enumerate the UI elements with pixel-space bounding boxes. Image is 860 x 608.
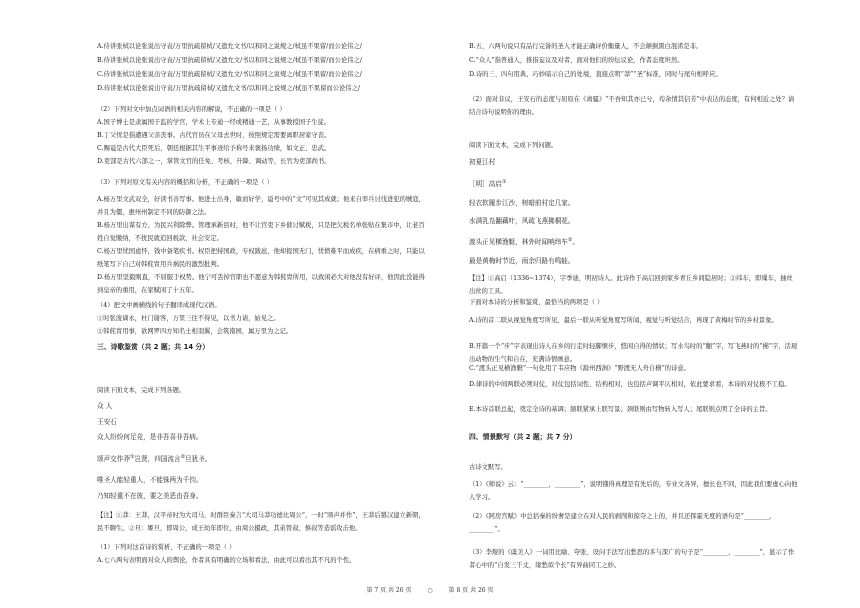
dictation-item: （3）李煜的《虞美人》一词用比喻、夸张、设问手法写出愁思的多与深广的句子是“________，________”，显示了作者心中的“自发三千丈，缘愁似个长”有异曲同工之妙。 — [469, 549, 795, 569]
q2-option: C.赐谥是古代大臣死后，朝廷根据其生平事迹给予称号来褒扬功绩，如文正、忠武。 — [97, 145, 331, 152]
poem-line: 颂声交作莽①岂贤，四国流言②旦犹圣。 — [97, 454, 212, 464]
question-option: A.七八两句表明面对众人的舆论，作者具有明确的立场和看法，由此可以看出其不凡的个性。 — [97, 557, 356, 564]
q2-stem: （2）下列对文中加点词语的相关内容的解说，不正确的一项是（ ） — [97, 106, 286, 113]
q1-option: B.侍讲张栻以论张说出守袁/万里抗疏留栻/又遗允文/书以和同之说规之/栻虽不果留/而公论伟之/ — [97, 57, 362, 64]
dictation-item: （2）《阿房宫赋》中总括秦的纷奢是建立在对人民的剥削和掠夺之上的，并且还挥霍无度的语句是“________，________”。 — [469, 513, 776, 533]
q1-option: A.侍讲张栻以论张说出守袁/万里抗疏留栻/又遗允文书/以和同之说规之/栻虽不果留/而公论伟之/ — [97, 43, 362, 50]
poem-line: 最是黄梅时节近，雨余归路有鸣蛙。 — [469, 257, 575, 265]
question-option: D.诗的三、四句用典，巧妙暗示自己的处境，直接点明“莽”“圣”标准，同时与尾句相呼应。 — [469, 71, 722, 78]
read-instruction: 阅读下面文本，完成下列问题。 — [469, 142, 558, 149]
q3-option: D.杨万里坚毅刚直，不屈服于权势。他宁可丢掉官职也不愿意为韩侂胄所用，以致闲必大对他没有好评，他因此没能得到皇帝的重用，在家赋闲了十五年。 — [97, 274, 425, 294]
question-option: B.开篇一个“步”字表现出诗人在乡间行走时轻脚惬步，悠闲自得的情状；写水鸟时的“翻”字，写飞燕时的“拂”字，活现出动物的生气和自在，充满诗情画意。 — [469, 343, 798, 363]
fold-circle-icon: ○ — [427, 587, 433, 594]
question-option: D.律诗的中间两联必须对仗，对仗包括词性、结构相对，也包括声调平仄相对，依此要求看，本诗的对仗极不工稳。 — [469, 381, 791, 388]
poem-title: 初夏江村 — [469, 158, 496, 166]
question-option: E.本诗首联总起，奠定全诗的基调；颔联紧承上联写景；颈联则由写物转入写人；尾联则点明了全诗的主旨。 — [469, 406, 772, 413]
q3-option: C.杨万里忧国虑怀，钱中备笔疾书。权臣把持国政，专权跋扈，他却报国无门，忧愤难平而成疾，在病重之时，只能以纸笔写下自己对韩侂胄用兵祸民的激烈批判。 — [97, 248, 425, 268]
footnote-marker: ② — [567, 237, 573, 243]
read-instruction: 阅读下面文本，完成下列各题。 — [97, 387, 186, 394]
q3-stem: （3）下列对原文有关内容的概括和分析，不正确的一项是（ ） — [97, 179, 274, 186]
q2-option: D.吏部是古代六部之一，掌管文官的任免、考核、升降、调动等，长官为吏部尚书。 — [97, 158, 331, 165]
poem-author: ［明］高启① — [469, 179, 507, 189]
q4-item: ①时张浚谪永，杜门谢客，万里三往不得见，以书力请，始见之。 — [97, 315, 280, 322]
question-stem: （2）面对非议，王安石的态度与屈原在《离骚》“不吾知其亦已兮，苟余情其信芳”中表达的态度，有何相近之处？请结合诗句说明你的理由。 — [469, 96, 795, 116]
poem-note: 【注】①高启（1336~1374），字季迪，明初诗人。此诗作于高启回到家乡青丘乡间隐居时；②纬车，即缫车，抽丝出丝的工具。 — [469, 275, 793, 295]
q4-stem: （4）把文中画横线的句子翻译成现代汉语。 — [97, 302, 221, 309]
q2-option: B.丁父忧是指遭遇父亲丧事。古代官员在父母去世时，按照规定需要离职居家守丧。 — [97, 132, 331, 139]
question-option: C.“渡头正见横渔艇”一句化用了韦应物《滁州西涧》“野渡无人舟自横”的诗意。 — [469, 365, 690, 372]
dictation-item: （1）《师说》云：“________，________”，说明懂得真理是有先后的，专业文各异，擅长也不同，因此我们要虚心向他人学习。 — [469, 481, 798, 501]
q2-option: A.国子博士是隶属国子监的学官，学术上专通一经或精通一艺，从事教授国子生徒。 — [97, 119, 331, 126]
q3-option: A.杨万里文武双全，好读书善写事。他进士出身，敏而好学，谥号中的“文”可见其成就；他来自率兵讨伐进犯的贼寇，并且为僵，惠州州制定不同的防御之法。 — [97, 196, 425, 216]
poem-note: 【注】①莽：王莽，汉平帝时为大司马，时群臣奏言“大司马莽功德比周公”，一时“颂声并作”，王莽后篡汉建立新朝，民不聊生。②旦：姬旦，即周公，成王幼年即位，由周公摄政，其弟管叔、蔡叔等造谣攻击他。 — [97, 512, 425, 532]
question-option: B.五、六两句说只有品行完备的圣人才能正确评价衡量人，不会颠倒黑白混淆是非。 — [469, 43, 703, 50]
question-option: C.“众人”指普通人，推指妄议及对者，面对他们的纷纭议论，作者态度坦然。 — [469, 57, 684, 64]
poem-line: 水满乳凫翻藕叶，风疏飞燕拂桐花。 — [469, 217, 575, 225]
q3-option: B.杨万里出谋有方，为民兴利除弊。管理承新县时，他不让官吏下乡催讨赋税，只是把欠税名单张贴在集市中，让老百姓自觉缴纳，不扰民就追回税款，社会安定。 — [97, 222, 425, 242]
poem-line: 众人纷纷何足竞，是非吾喜非吾病。 — [97, 433, 203, 441]
poem-title: 众 人 — [97, 402, 113, 410]
q1-option: C.侍讲张栻以论张说出守袁/万里抗疏留栻/又遗允文/书以和同之说规之/栻虽不果留/而公论伟之/ — [97, 71, 362, 78]
question-option: A.诗的首二联从视觉角度写所见，最后一联从听觉角度写所闻，视觉与听觉结合，再现了黄梅时节的乡村景象。 — [469, 317, 778, 324]
q4-item: ②韩侂胄用事，欲网罗四方知名士相羽翼，会筑南园，属万里为之记。 — [97, 328, 293, 335]
section-heading: 三、诗歌鉴赏（共 2 题；共 14 分） — [97, 343, 210, 351]
poem-line: 渡头正见横渔艇，林外时闻响纬车②。 — [469, 237, 579, 247]
poem-author: 王安石 — [97, 418, 117, 426]
poem-line: 轻衣软履步江沙，树暗前村定几家。 — [469, 199, 575, 207]
footnote-marker: ① — [501, 179, 507, 185]
page-number-left: 第 7 页 共 26 页 — [366, 587, 412, 594]
question-stem: （1）下列对这首诗的赏析，不正确的一项是（ ） — [97, 544, 236, 551]
poem-line: 乃知轻重不在彼，要之美恶由吾身。 — [97, 492, 203, 500]
q1-option: D.侍讲张栻以论张说出守袁/万里抗疏留栻/又遗允文书/以和同之说规之/栻虽不果留而公论伟之/ — [97, 85, 361, 92]
question-stem: 下面对本诗的分析和鉴赏，最恰当的两项是（ ） — [469, 299, 604, 306]
footnote-marker: ② — [180, 454, 186, 460]
dictation-title: 古诗文默写。 — [469, 464, 507, 471]
poem-line: 唯圣人能轻重人，不能铢两为千钧。 — [97, 476, 203, 484]
footnote-marker: ① — [129, 454, 135, 460]
page-number-right: 第 8 页 共 26 页 — [448, 587, 494, 594]
page-footer — [0, 585, 860, 594]
section-heading: 四、情景默写（共 2 题；共 7 分） — [469, 433, 577, 441]
